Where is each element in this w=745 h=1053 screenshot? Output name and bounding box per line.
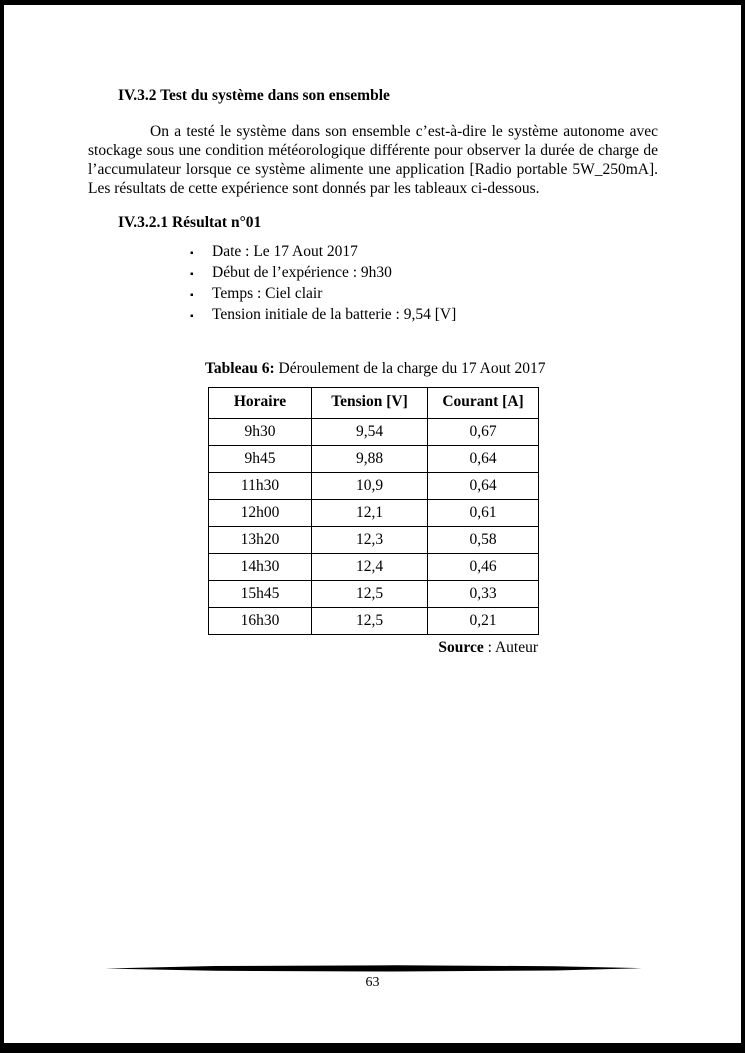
table-cell: 0,64 — [428, 473, 539, 500]
bullet-icon: ▪ — [190, 311, 194, 322]
table-cell: 9h30 — [209, 419, 312, 446]
bullet-icon: ▪ — [190, 248, 194, 259]
table-cell: 16h30 — [209, 608, 312, 635]
table-cell: 0,64 — [428, 446, 539, 473]
list-item-text: Début de l’expérience : 9h30 — [212, 264, 392, 281]
bullet-list — [190, 242, 658, 326]
table-caption-text: Déroulement de la charge du 17 Aout 2017 — [274, 360, 546, 377]
table-source-label: Source — [438, 639, 484, 656]
table-row — [209, 527, 539, 554]
list-item — [190, 263, 658, 284]
table-cell: 12,5 — [312, 581, 428, 608]
body-paragraph: On a testé le système dans son ensemble c’est-à-dire le système autonome avec stockage sous une condition météorologique différente pour observer la durée de charge de l’accumulateur lorsque ce système alimente une application [Radio portable 5W_250mA]. Les résultats de cette expérience sont donnés par les tableaux ci-dessous. — [88, 123, 658, 197]
table-cell: 15h45 — [209, 581, 312, 608]
column-header: Horaire — [209, 388, 312, 419]
column-header: Courant [A] — [428, 388, 539, 419]
measurement-table — [208, 387, 539, 635]
column-header: Tension [V] — [312, 388, 428, 419]
table-cell: 0,58 — [428, 527, 539, 554]
table-cell: 0,21 — [428, 608, 539, 635]
table-row — [209, 473, 539, 500]
table-cell: 0,61 — [428, 500, 539, 527]
list-item — [190, 305, 658, 326]
footer-divider — [105, 965, 642, 972]
table-row — [209, 581, 539, 608]
table-row — [209, 554, 539, 581]
table-cell: 11h30 — [209, 473, 312, 500]
table-row — [209, 446, 539, 473]
table-cell: 12h00 — [209, 500, 312, 527]
table-cell: 10,9 — [312, 473, 428, 500]
list-item-text: Tension initiale de la batterie : 9,54 [V] — [212, 306, 457, 323]
table-cell: 9,54 — [312, 419, 428, 446]
table-cell: 0,46 — [428, 554, 539, 581]
list-item-text: Date : Le 17 Aout 2017 — [212, 243, 358, 260]
table-source-text: : Auteur — [483, 639, 538, 656]
list-item-text: Temps : Ciel clair — [212, 285, 323, 302]
page-content — [4, 5, 741, 657]
table-header-row — [209, 388, 539, 419]
table-body — [209, 419, 539, 635]
bullet-icon: ▪ — [190, 290, 194, 301]
table-cell: 12,5 — [312, 608, 428, 635]
table-row — [209, 608, 539, 635]
table-source — [208, 639, 538, 657]
table-cell: 12,4 — [312, 554, 428, 581]
table-cell: 12,1 — [312, 500, 428, 527]
table-cell: 0,33 — [428, 581, 539, 608]
bullet-icon: ▪ — [190, 269, 194, 280]
table-caption — [205, 360, 658, 378]
list-item — [190, 242, 658, 263]
table-cell: 12,3 — [312, 527, 428, 554]
table-cell: 0,67 — [428, 419, 539, 446]
subsection-heading: IV.3.2.1 Résultat n°01 — [118, 214, 262, 231]
page-number: 63 — [365, 975, 380, 990]
table-row — [209, 500, 539, 527]
table-cell: 9h45 — [209, 446, 312, 473]
list-item — [190, 284, 658, 305]
table-row — [209, 419, 539, 446]
table-cell: 9,88 — [312, 446, 428, 473]
table-cell: 13h20 — [209, 527, 312, 554]
table-cell: 14h30 — [209, 554, 312, 581]
table-caption-label: Tableau 6: — [205, 360, 275, 377]
section-heading: IV.3.2 Test du système dans son ensemble — [118, 87, 390, 104]
